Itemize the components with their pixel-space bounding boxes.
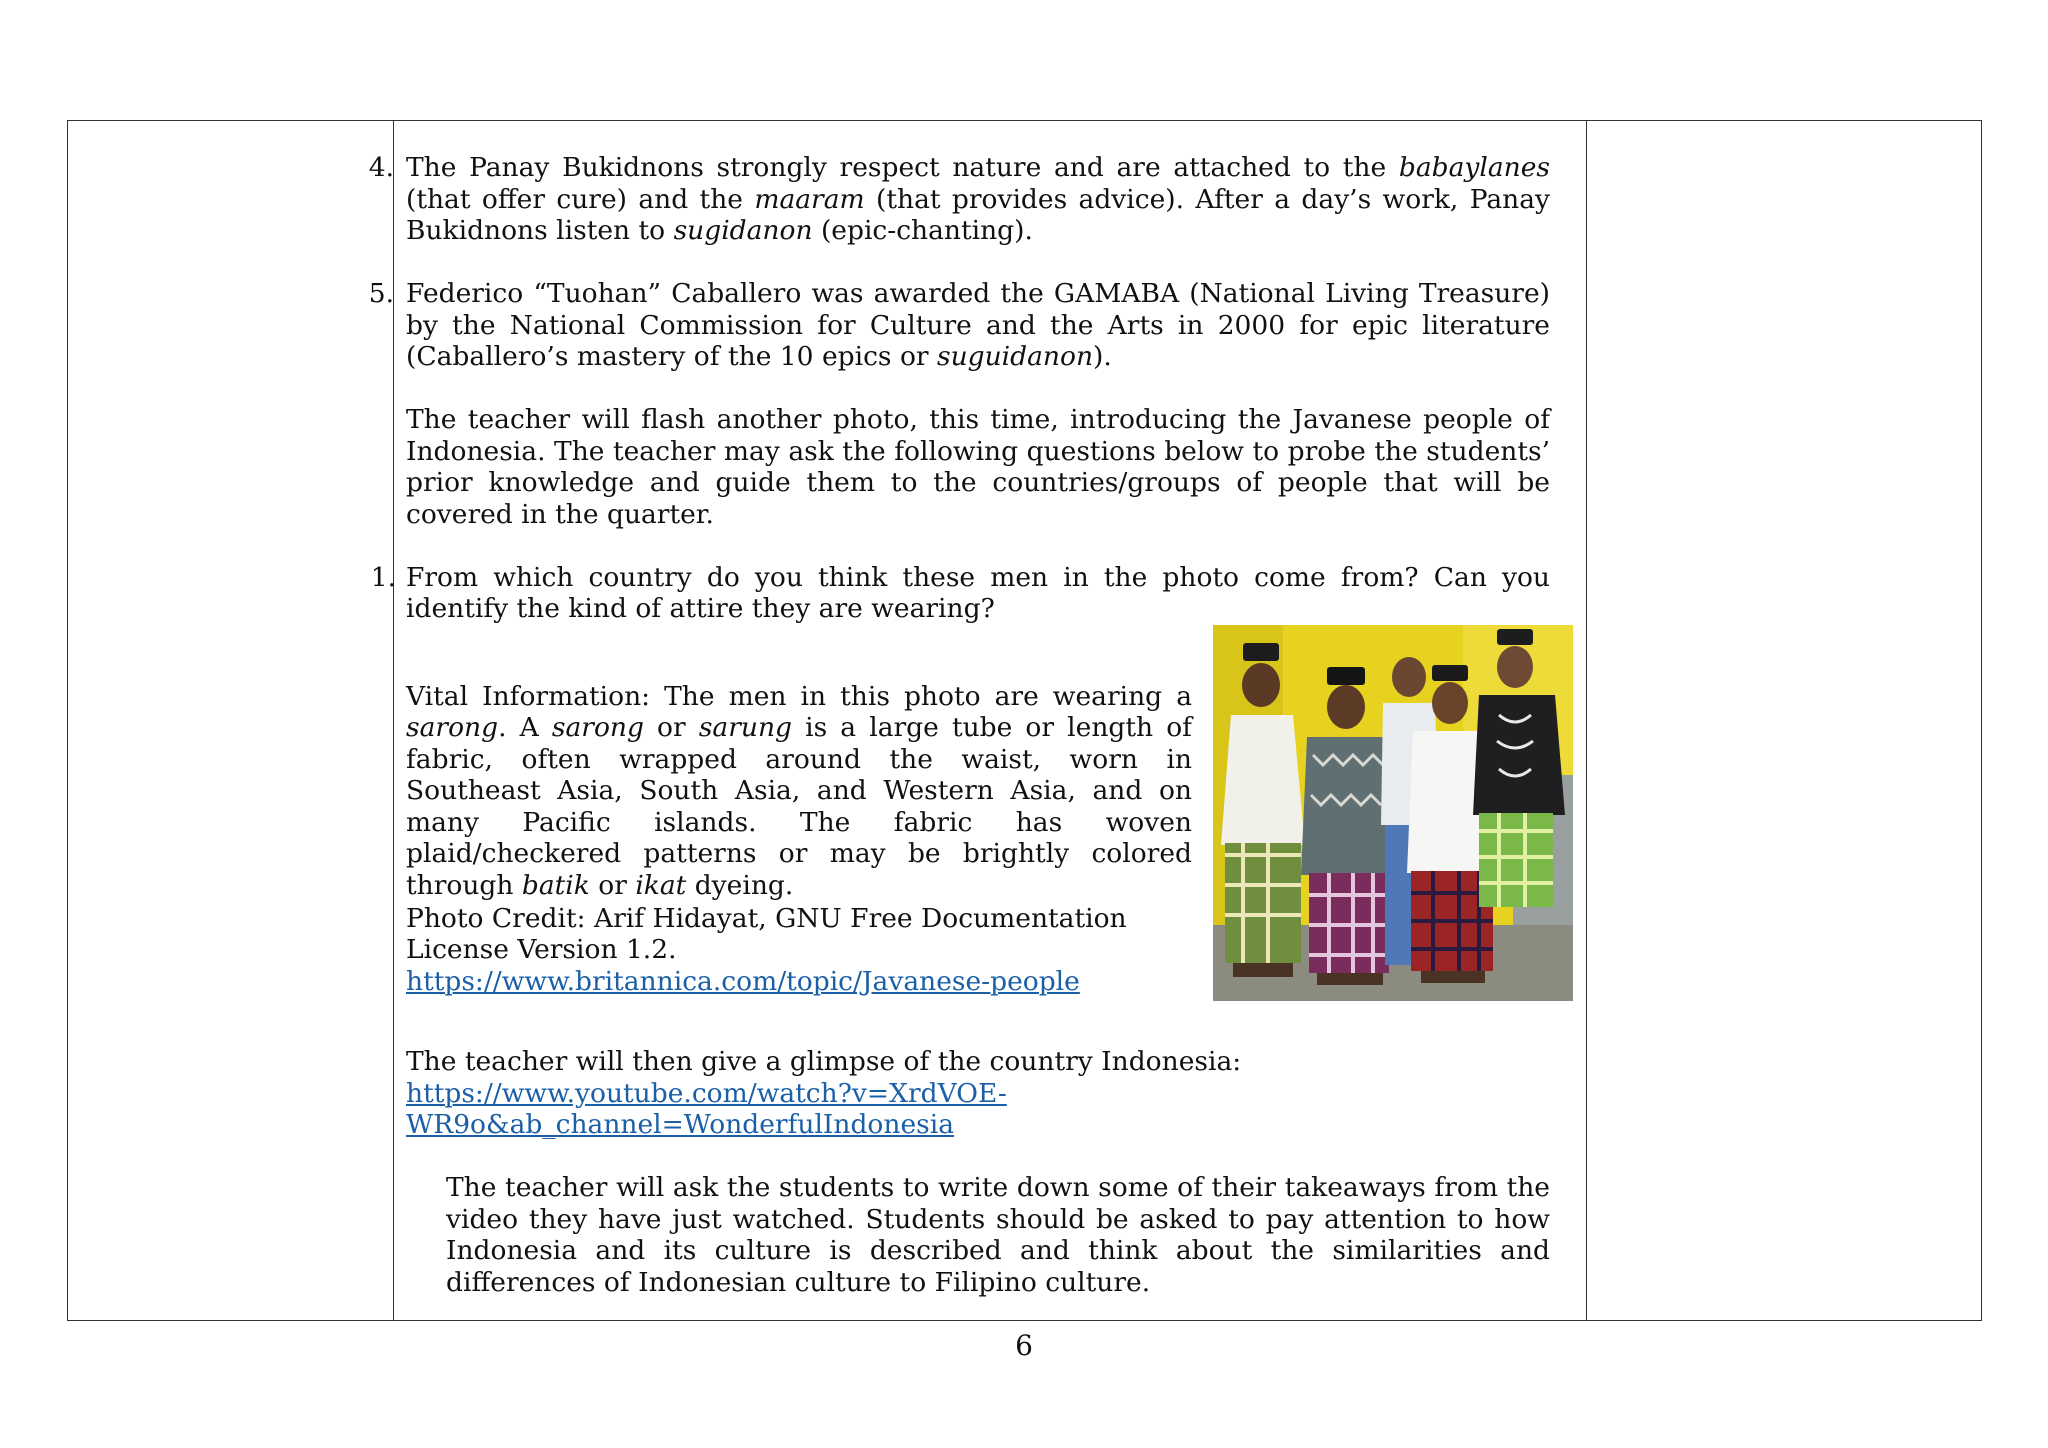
list-item-text: The Panay Bukidnons strongly respect nature and are attached to the babaylanes (that offer cure) and the maaram (that provides advice). After a day’s work, Panay Bukidnons listen to sugidanon (epic-chanting).	[406, 152, 1550, 246]
list-item-text: Federico “Tuohan” Caballero was awarded the GAMABA (National Living Treasure) by the National Commission for Culture and the Arts in 2000 for epic literature (Caballero’s mastery of the 10 epics or suguidanon).	[406, 278, 1550, 372]
list-item	[368, 152, 1550, 247]
list-number: 5.	[368, 278, 394, 309]
photo-credit-line-2: License Version 1.2.	[406, 934, 677, 965]
glimpse-paragraph	[406, 1046, 1550, 1141]
question-list	[370, 561, 1550, 625]
page-number: 6	[1015, 1329, 1033, 1362]
list-number: 4.	[368, 152, 394, 183]
javanese-men-photo	[1213, 625, 1573, 1001]
lesson-content	[368, 152, 1550, 1312]
photo-credit	[406, 903, 1166, 998]
question-text: From which country do you think these men in the photo come from? Can you identify the kind of attire they are wearing?	[406, 561, 1550, 624]
youtube-link[interactable]: https://www.youtube.com/watch?v=XrdVOE-WR9o&ab_channel=WonderfulIndonesia	[406, 1077, 1007, 1140]
list-number: 1.	[370, 561, 396, 593]
column-divider-right	[1586, 121, 1587, 1320]
list-item	[370, 561, 1550, 625]
takeaways-paragraph: The teacher will ask the students to write down some of their takeaways from the video they have just watched. Students should be asked to pay attention to how Indonesia and its culture is described and think about the similarities and differences of Indonesian culture to Filipino culture.	[446, 1172, 1550, 1298]
vital-information-section	[406, 625, 1550, 1015]
panay-list	[368, 152, 1550, 373]
intro-paragraph: The teacher will flash another photo, this time, introducing the Javanese people of Indonesia. The teacher may ask the following questions below to probe the students’ prior knowledge and guide them to the countries/groups of people that will be covered in the quarter.	[406, 404, 1550, 530]
glimpse-text: The teacher will then give a glimpse of the country Indonesia:	[406, 1046, 1242, 1077]
britannica-link[interactable]: https://www.britannica.com/topic/Javanese-people	[406, 965, 1080, 997]
photo-credit-line-1: Photo Credit: Arif Hidayat, GNU Free Documentation	[406, 902, 1127, 934]
vital-information-text: Vital Information: The men in this photo are wearing a sarong. A sarong or sarung is a large tube or length of fabric, often wrapped around the waist, worn in Southeast Asia, South Asia, and Western Asia, and on many Pacific islands. The fabric has woven plaid/checkered patterns or may be brightly colored through batik or ikat dyeing.	[406, 680, 1192, 901]
list-item	[368, 278, 1550, 373]
